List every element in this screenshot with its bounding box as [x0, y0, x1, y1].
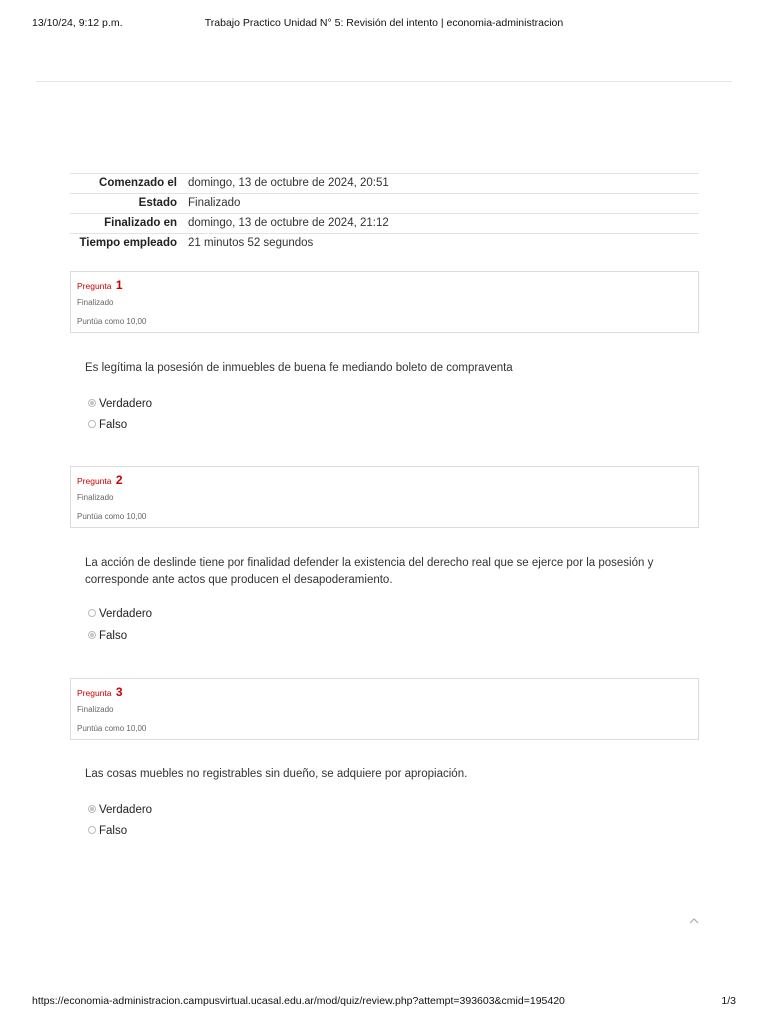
question-number — [77, 278, 123, 292]
question-number-value: 1 — [115, 278, 123, 292]
question-label: Pregunta — [77, 476, 112, 486]
question-grade: Puntúa como 10,00 — [77, 512, 147, 521]
radio-checked-icon[interactable] — [88, 631, 96, 639]
question-number — [77, 473, 123, 487]
summary-row — [70, 214, 699, 234]
answer-option-label: Falso — [99, 419, 128, 431]
print-date: 13/10/24, 9:12 p.m. — [32, 17, 123, 29]
header-divider — [36, 81, 732, 82]
summary-value: domingo, 13 de octubre de 2024, 20:51 — [188, 174, 699, 194]
question-number — [77, 685, 123, 699]
question-grade: Puntúa como 10,00 — [77, 724, 147, 733]
question-text: Las cosas muebles no registrables sin dueño, se adquiere por apropiación. — [85, 768, 468, 780]
answer-option[interactable] — [88, 802, 152, 818]
print-footer — [32, 995, 736, 1007]
answer-option-label: Falso — [99, 630, 128, 642]
summary-value: domingo, 13 de octubre de 2024, 21:12 — [188, 214, 699, 234]
question-info-box — [70, 271, 699, 333]
question-state: Finalizado — [77, 298, 114, 307]
answer-option[interactable] — [88, 396, 152, 412]
radio-unchecked-icon[interactable] — [88, 420, 96, 428]
summary-label: Estado — [70, 194, 188, 214]
answer-option-label: Verdadero — [99, 398, 153, 410]
question-text: Es legítima la posesión de inmuebles de buena fe mediando boleto de compraventa — [85, 362, 513, 374]
attempt-summary-table — [70, 173, 699, 254]
question-info-box — [70, 678, 699, 740]
summary-label: Tiempo empleado — [70, 234, 188, 255]
summary-row — [70, 194, 699, 214]
answer-option[interactable] — [88, 823, 127, 839]
print-title: Trabajo Practico Unidad N° 5: Revisión del intento | economia-administracion — [204, 17, 564, 29]
summary-value: Finalizado — [188, 194, 699, 214]
chevron-up-icon[interactable] — [689, 916, 699, 926]
question-text: La acción de deslinde tiene por finalidad defender la existencia del derecho real que se ejerce por la posesión y corresponde ante actos que producen el desapoderamiento. — [85, 557, 654, 586]
summary-row — [70, 234, 699, 255]
question-state: Finalizado — [77, 705, 114, 714]
question-label: Pregunta — [77, 688, 112, 698]
print-header — [32, 17, 736, 31]
answer-option[interactable] — [88, 417, 127, 433]
question-state: Finalizado — [77, 493, 114, 502]
question-number-value: 2 — [115, 473, 123, 487]
answer-option-label: Falso — [99, 825, 128, 837]
question-grade: Puntúa como 10,00 — [77, 317, 147, 326]
summary-label: Finalizado en — [70, 214, 188, 234]
radio-checked-icon[interactable] — [88, 399, 96, 407]
radio-checked-icon[interactable] — [88, 805, 96, 813]
radio-unchecked-icon[interactable] — [88, 609, 96, 617]
summary-row — [70, 174, 699, 194]
radio-unchecked-icon[interactable] — [88, 826, 96, 834]
page-number: 1/3 — [721, 995, 736, 1007]
answer-option[interactable] — [88, 628, 127, 644]
question-number-value: 3 — [115, 685, 123, 699]
question-label: Pregunta — [77, 281, 112, 291]
question-info-box — [70, 466, 699, 528]
answer-option-label: Verdadero — [99, 804, 153, 816]
answer-option-label: Verdadero — [99, 608, 153, 620]
summary-label: Comenzado el — [70, 174, 188, 194]
answer-option[interactable] — [88, 606, 152, 622]
summary-value: 21 minutos 52 segundos — [188, 234, 699, 255]
page-url: https://economia-administracion.campusvirtual.ucasal.edu.ar/mod/quiz/review.php?attempt=393603&cmid=195420 — [32, 995, 565, 1007]
